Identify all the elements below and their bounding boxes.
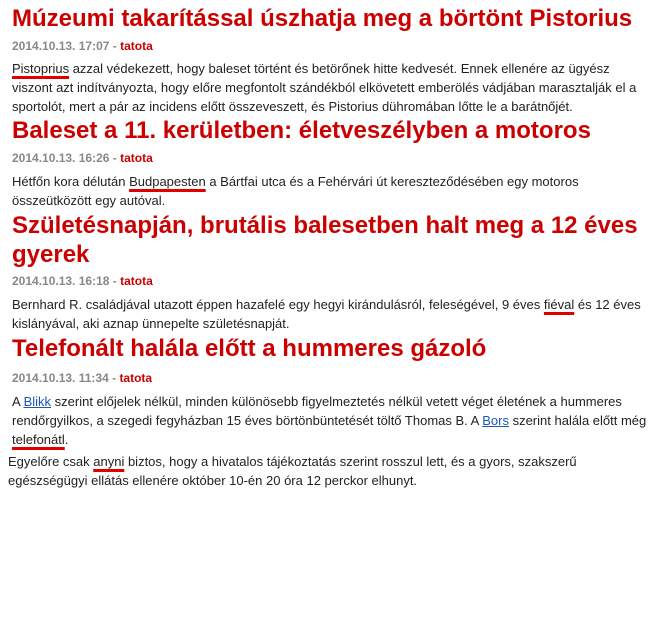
- link-bors[interactable]: Bors: [482, 413, 509, 428]
- misspelled-word[interactable]: Budpapesten: [129, 174, 206, 189]
- article-author[interactable]: tatota: [119, 371, 153, 385]
- article-hummeres-gazolo: [0, 334, 654, 490]
- meta-separator: -: [109, 274, 121, 288]
- body-text: .: [64, 432, 69, 447]
- body-text: és 12 éves kislányával, aki aznap ünnepelte születésnapját.: [12, 297, 641, 331]
- body-text: azzal védekezett, hogy baleset történt és betörőnek hitte kedvesét. Ennek ellenére az ügyész viszont azt indítványozta, hogy előre megfontolt szándékból elkövetett emberölés vádjában marasztalják el a sportolót, mert a pár az incidens előtt összeveszett, és Pistorius dühromában lőtte le a barátnőjét.: [12, 61, 637, 114]
- misspelled-word[interactable]: Pistoprius: [12, 61, 70, 76]
- misspelled-word[interactable]: anyni: [93, 454, 125, 469]
- misspelled-word[interactable]: telefonátl: [12, 432, 65, 447]
- article-date: 2014.10.13. 11:34: [12, 371, 109, 385]
- article-body: [0, 59, 654, 116]
- body-text: Hétfőn kora délután: [12, 174, 130, 189]
- article-body: [0, 295, 654, 333]
- article-meta: [0, 272, 654, 290]
- body-text: biztos, hogy a hivatalos tájékoztatás szerint rosszul lett, és a gyors, szakszerű egészségügyi ellátás ellenére október 10-én 20 óra 12 perckor elhunyt.: [8, 454, 577, 488]
- article-meta: [0, 37, 654, 55]
- article-author[interactable]: tatota: [120, 151, 153, 165]
- article-title[interactable]: Baleset a 11. kerületben: életveszélyben a motoros: [12, 117, 591, 144]
- article-date: 2014.10.13. 16:18: [12, 274, 110, 288]
- body-text: a Bártfai utca és a Fehérvári út kereszteződésében egy motoros összeütközött egy autóval.: [12, 174, 579, 208]
- article-date: 2014.10.13. 16:26: [12, 151, 110, 165]
- article-body-continued: [0, 452, 654, 490]
- meta-separator: -: [109, 151, 121, 165]
- article-baleset-11-kerulet: [0, 116, 654, 210]
- meta-separator: -: [108, 371, 120, 385]
- article-meta: [0, 369, 654, 387]
- body-text: Bernhard R. családjával utazott éppen hazafelé egy hegyi kirándulásról, feleségével, 9 éves: [12, 297, 544, 312]
- meta-separator: -: [109, 39, 121, 53]
- article-pistorius: [0, 4, 654, 116]
- body-text: Egyelőre csak: [8, 454, 94, 469]
- article-author[interactable]: tatota: [120, 274, 153, 288]
- misspelled-word[interactable]: fiéval: [543, 297, 575, 312]
- article-body: [0, 392, 654, 449]
- article-body: [0, 172, 654, 210]
- article-meta: [0, 149, 654, 167]
- body-text: szerint halála előtt még: [508, 413, 647, 428]
- link-blikk[interactable]: Blikk: [23, 394, 52, 409]
- article-date: 2014.10.13. 17:07: [12, 39, 110, 53]
- article-szuletesnap: [0, 211, 654, 333]
- body-text: A: [12, 394, 24, 409]
- article-author[interactable]: tatota: [120, 39, 153, 53]
- article-title[interactable]: Múzeumi takarítással úszhatja meg a börtönt Pistorius: [12, 5, 633, 32]
- article-title[interactable]: Születésnapján, brutális balesetben halt meg a 12 éves gyerek: [12, 212, 638, 268]
- article-title[interactable]: Telefonált halála előtt a hummeres gázoló: [12, 335, 487, 362]
- body-text: szerint előjelek nélkül, minden különösebb figyelmeztetés nélkül vetett véget életének a hummeres rendőrgyilkos, a szegedi fegyházban 15 éves börtönbüntetését töltő Thomas B. A: [12, 394, 622, 428]
